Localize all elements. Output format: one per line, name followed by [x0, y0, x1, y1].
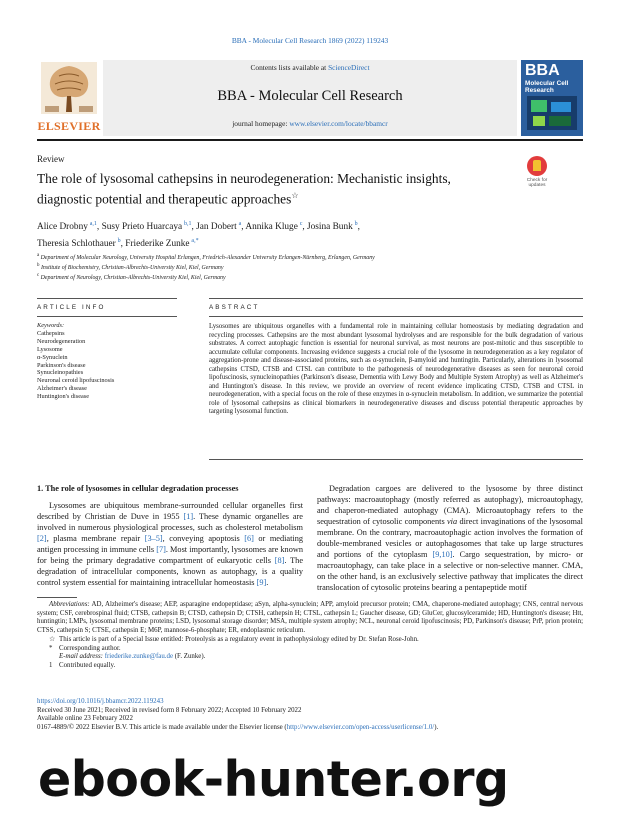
check-for-updates-button[interactable] [522, 156, 552, 190]
author[interactable] [196, 222, 241, 232]
body-column-right [317, 484, 583, 594]
author-name: Jan Dobert [196, 222, 237, 233]
affiliation-list [37, 252, 583, 282]
author-affiliation-mark[interactable]: c [299, 221, 303, 227]
cover-subtitle-line-2: Research [525, 87, 554, 94]
cover-title: BBA [525, 62, 560, 79]
affiliation-mark: a [37, 253, 40, 258]
homepage-line [103, 119, 517, 128]
contents-prefix: Contents lists available at [250, 63, 329, 72]
tree-icon [41, 62, 97, 114]
title-footnote-mark[interactable]: ☆ [291, 191, 299, 200]
affiliation-text: Institute of Biochemistry, Christian-Albrechts-University Kiel, Kiel, Germany [40, 264, 224, 271]
keyword: Neuronal ceroid lipofuscinosis [37, 377, 115, 385]
homepage-link[interactable]: www.elsevier.com/locate/bbamcr [289, 119, 388, 128]
watermark [0, 738, 620, 826]
article-info-bottom-rule [37, 316, 177, 317]
author-name: Susy Prieto Huarcaya [101, 222, 183, 233]
body-paragraph: Lysosomes are ubiquitous membrane-surrounded cellular organelles first described by Christian de Duve in 1955 [1]. These dynamic organelles are involved in numerous physiological processes, such as cholesterol metabolism [2], plasma membrane repair [3–5], conveying apoptosis [6] or mediating antigen processing in immune cells [7]. Most importantly, lysosomes are known for being the primary degradative compartment of eukaryotic cells [8]. The degradation of intracellular components, known as autophagy, is a quality control system essential for maintaining intracellular homeostasis [9]. [37, 500, 304, 587]
article-title-text: The role of lysosomal cathepsins in neurodegeneration: Mechanistic insights, diagnostic potential and therapeutic approaches [37, 171, 451, 207]
affiliation-mark: c [37, 272, 40, 278]
reference-link[interactable]: [9] [256, 577, 267, 587]
article-info-top-rule [37, 298, 177, 299]
available-online: Available online 23 February 2022 [37, 715, 133, 723]
author-list: Alice Drobny $^{a,1}$, Susy Prieto Huarcaya $^{b,1}$, Jan Dobert $^a$, Annika Kluge $^c$, Josina Bunk $^b$, Theresia Schlothauer $^b$, Friederike Zunke $^{a,*}$ [37, 221, 360, 250]
footnote: E-mail address: friederike.zunke@fau.de (F. Zunke). [59, 653, 206, 661]
affiliation-text: Department of Molecular Neurology, University Hospital Erlangen, Friedrich-Alexander University Erlangen-Nürnberg, Erlangen, Germany [40, 254, 375, 261]
author[interactable] [125, 239, 198, 249]
body-column-left [37, 484, 303, 589]
crossmark-label-line-1: Check for [526, 178, 548, 183]
reference-link[interactable]: [2] [37, 533, 47, 543]
author[interactable] [245, 222, 302, 232]
email-link[interactable]: friederike.zunke@fau.de [104, 653, 174, 661]
cover-subtitle-line-1: Molecular Cell [525, 80, 569, 87]
keyword: Lysosome [37, 345, 63, 353]
sciencedirect-link[interactable]: ScienceDirect [328, 63, 370, 72]
homepage-prefix: journal homepage: [232, 119, 290, 128]
footnotes [37, 601, 583, 671]
publication-info [37, 698, 583, 733]
author-affiliation-mark[interactable]: b [354, 221, 358, 227]
crossmark-icon [527, 156, 547, 176]
affiliation-mark: b [37, 262, 40, 268]
journal-title: BBA - Molecular Cell Research [217, 88, 403, 104]
running-head[interactable]: BBA - Molecular Cell Research 1869 (2022) 119243 [231, 36, 389, 45]
section-heading: 1. The role of lysosomes in cellular degradation processes [37, 484, 239, 493]
abstract-bottom-rule [209, 316, 583, 317]
reference-link[interactable]: [8] [274, 555, 285, 565]
journal-banner [103, 60, 517, 136]
affiliation [37, 252, 583, 262]
affiliation [37, 272, 583, 282]
keyword: Synucleinopathies [37, 369, 84, 377]
received-dates: Received 30 June 2021; Received in revised form 8 February 2022; Accepted 10 February 2022 [37, 706, 302, 714]
author[interactable] [37, 222, 97, 232]
affiliation [37, 262, 583, 272]
affiliation-text: Department of Neurology, Christian-Albrechts-University Kiel, Kiel, Germany [40, 274, 226, 281]
abbreviations-footnote: Abbreviations: AD, Alzheimer's disease; AEP, asparagine endopeptidase; aSyn, alpha-synuclein; APP, amyloid precursor protein; CMA, chaperone-mediated autophagy; CNS, central nervous system; CSF, cerebrospinal fluid; CTSB, cathepsin B; CTSD, cathepsin D; CTSH, cathepsin H; CTSL, cathepsin L; Gaucher disease, GD; GluCer, glucosylceramide; HD, Huntington's disease; Htt, huntingtin; LMPs, lysosomal membrane proteins; LSD, lysosomal storage disorder; MSA, multiple system atrophy; NCL, neuronal ceroid lipofuscinosis; PD, Parkinson's disease; PrP, prion protein; CTSS, cathepsin S; CTSE, cathepsin E; M6P, mannose-6-phosphate; ER, endoplasmic reticulum. [37, 601, 583, 635]
watermark-text: ebook-hunter.org [38, 751, 509, 808]
contents-line [103, 63, 517, 72]
author[interactable] [102, 222, 192, 232]
keyword: Parkinson's disease [37, 361, 86, 369]
crossmark-label-line-2: updates [528, 183, 546, 189]
author-affiliation-mark[interactable]: a [238, 221, 242, 227]
author-affiliation-mark[interactable]: b,1 [184, 221, 192, 227]
keyword: Cathepsins [37, 329, 65, 337]
abstract-end-rule [209, 459, 583, 460]
publisher-wordmark: ELSEVIER [37, 119, 101, 133]
footnote: * Corresponding author. [49, 644, 121, 652]
reference-link[interactable]: [3–5] [144, 533, 163, 543]
reference-link[interactable]: [6] [244, 533, 254, 543]
author-name: Annika Kluge [245, 222, 298, 233]
keyword: Alzheimer's disease [37, 385, 87, 393]
abstract-top-rule [209, 298, 583, 299]
license-line: 0167-4889/© 2022 Elsevier B.V. This article is made available under the Elsevier license (http://www.elsevier.com/open-access/userlicense/1.0/). [37, 724, 439, 732]
author-affiliation-mark[interactable]: a,1 [89, 221, 97, 227]
keywords [37, 322, 177, 401]
author[interactable] [37, 239, 121, 249]
abstract-text: Lysosomes are ubiquitous organelles with a fundamental role in maintaining cellular homeostasis by mediating degradation and recycling processes. Cathepsins are the most abundant lysosomal hydrolyses and are responsible for the bulk degradation of various substrates. A correct autophagic function is essential for neuronal survival, as most neurons are post-mitotic and thus susceptible to accumulate cellular components. Increasing evidence suggests a crucial role of the lysosome in neurodegeneration as a key regulator of aggregation-prone and disease-associated proteins, such as α-synuclein, β-amyloid and huntingtin. Particularly, alterations in lysosomal cathepsins CTSD, CTSB and CTSL can contribute to the pathogenesis of neurodegenerative diseases as seen for neuronal ceroid lipofuscinosis, synucleinopathies (Parkinson's disease, Dementia with Lewy Body and Multiple System Atrophy) as well as Alzheimer's and Huntington's disease. In this review, we provide an overview of recent evidence implicating CTSD, CTSB and CTSL in neurodegeneration, with a special focus on the role of these enzymes in α-synuclein metabolism. In addition, we summarize the potential role of lysosomal cathepsins as clinical biomarkers in neurodegenerative diseases and discuss potential therapeutic approaches by targeting lysosomal function. [209, 323, 583, 416]
keywords-heading: Keywords: [37, 322, 65, 329]
article-info-heading: ARTICLE INFO [37, 304, 106, 311]
elsevier-logo[interactable] [37, 60, 101, 136]
footnote: 1 Contributed equally. [49, 661, 116, 669]
author-name: Josina Bunk [307, 222, 353, 233]
reference-link[interactable]: [7] [156, 544, 166, 554]
journal-masthead [37, 60, 583, 136]
doi-link[interactable]: https://doi.org/10.1016/j.bbamcr.2022.119243 [37, 698, 164, 705]
article-title [37, 170, 507, 207]
author-affiliation-mark[interactable]: a,* [191, 238, 199, 245]
author-name: Alice Drobny [37, 222, 88, 233]
keyword: α-Synuclein [37, 353, 68, 361]
footnote: ☆ This article is part of a Special Issue entitled: Proteolysis as a regulatory event in pathophysiology edited by Dr. Stefan Rose-John. [49, 635, 419, 643]
author-name: Theresia Schlothauer [37, 239, 116, 250]
cover-artwork [527, 96, 577, 130]
body-paragraph: Degradation cargoes are delivered to the lysosome by three distinct pathways: macroautophagy (mostly referred as autophagy), microautophagy, and chaperon-mediated autophagy (CMA). Microautophagy refers to the sequestration of cytosolic components via direct invaginations of the lysosomal membrane. On the contrary, macroautophagic action involves the formation of double-membraned vesicles or autophagosomes that take up large structures and portions of the cytoplasm [9,10]. Cargo sequestration, by micro- or macroautophagy, can take place in a selective or non-selective manner. CMA, on the other hand, is an exclusively selective pathway that implicates the direct translocation of cytosolic proteins bearing a pentapeptide motif [317, 484, 583, 592]
license-link[interactable]: http://www.elsevier.com/open-access/userlicense/1.0/ [286, 724, 435, 732]
masthead-rule [37, 139, 583, 141]
keyword: Neurodegeneration [37, 337, 86, 345]
crossmark-label [522, 178, 552, 189]
abstract-heading: ABSTRACT [209, 304, 260, 311]
reference-link[interactable]: [9,10] [432, 549, 453, 559]
author-name: Friederike Zunke [125, 239, 190, 250]
keyword: Huntington's disease [37, 393, 90, 401]
reference-link[interactable]: [1] [183, 511, 194, 521]
article-type: Review [37, 154, 65, 164]
author[interactable] [307, 222, 358, 232]
author-affiliation-mark[interactable]: b [117, 238, 121, 245]
cover-subtitle [525, 80, 568, 94]
footnote-rule [37, 597, 77, 598]
journal-cover[interactable] [521, 60, 583, 136]
